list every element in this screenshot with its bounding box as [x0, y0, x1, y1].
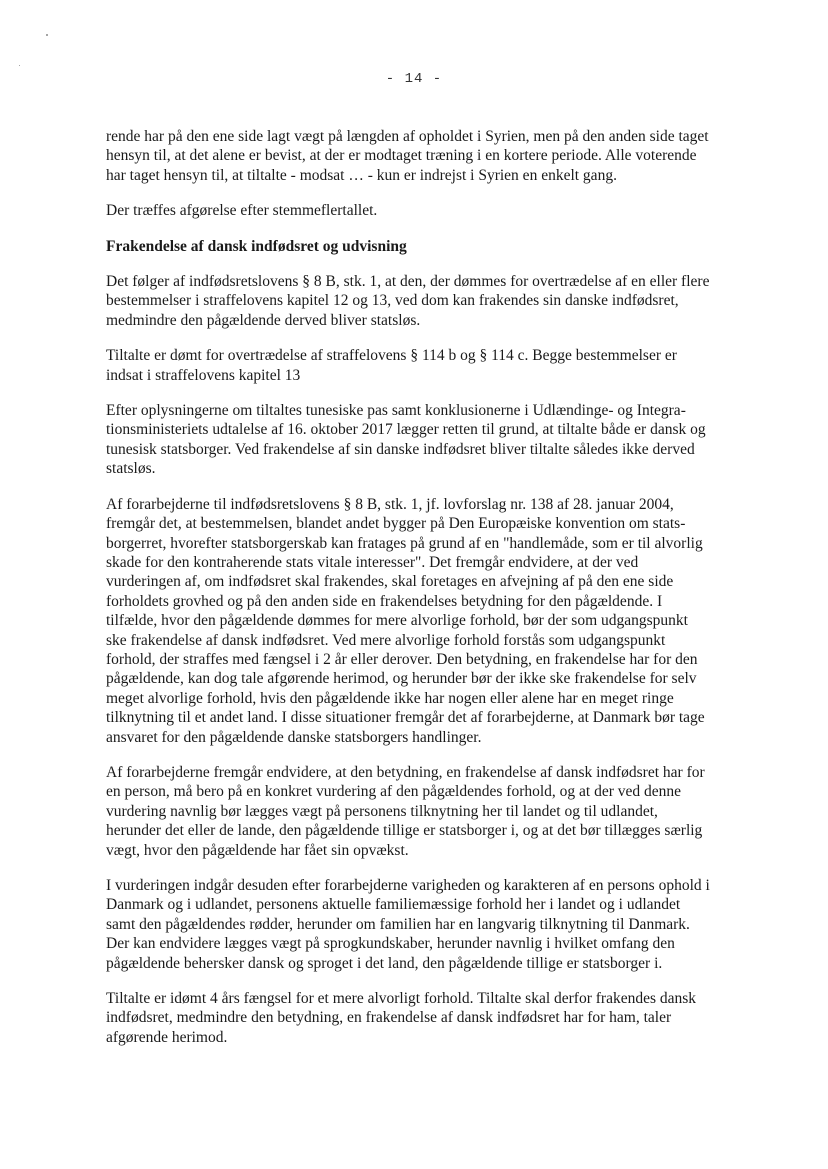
paragraph-dual-citizenship: Efter oplysningerne om tiltaltes tunesiske pas samt konklusionerne i Udlændinge- og Integrationsministeriets udtalelse af 16. oktober 2017 lægger retten til grund, at tiltalte både er dansk og tunesisk statsborger. Ved frakendelse af sin danske indfødsret bliver tiltalte således ikke derved statsløs.	[106, 402, 706, 478]
paragraph-additional-factors: I vurderingen indgår desuden efter forarbejderne varigheden og karakteren af en persons ophold i Danmark og i udlandet, personens aktuelle familiemæssige forhold her i landet og i udlandet samt den pågældendes rødder, herunder om familien har en langvarig tilknytning til Danmark. Der kan endvidere lægges vægt på sprogkundskaber, herunder navnlig i hvilket omfang den pågældende behersker dansk og sproget i det land, den pågældende tillige er statsborger i.	[106, 877, 710, 972]
paragraph-legal-basis: Det følger af indfødsretslovens § 8 B, stk. 1, at den, der dømmes for overtrædelse af en eller flere bestemmelser i straffelovens kapitel 12 og 13, ved dom kan frakendes sin danske indfødsret, medmindre den pågældende derved bliver statsløs.	[106, 273, 710, 329]
scan-speck	[19, 65, 20, 66]
paragraph-conclusion: Tiltalte er idømt 4 års fængsel for et mere alvorligt forhold. Tiltalte skal derfor frakendes dansk indfødsret, medmindre den betydning, en frakendelse af dansk indfødsret har for ham, taler afgørende herimod.	[106, 990, 697, 1046]
paragraph-majority-decision: Der træffes afgørelse efter stemmeflertallet.	[106, 202, 378, 220]
section-heading: Frakendelse af dansk indfødsret og udvisning	[106, 237, 407, 255]
paragraph-voting-considerations: rende har på den ene side lagt vægt på længden af opholdet i Syrien, men på den anden side taget hensyn til, at det alene er bevist, at der er modtaget træning i en kortere periode. Alle voterende har taget hensyn til, at tiltalte - modsat … - kun er indrejst i Syrien en enkelt gang.	[106, 128, 709, 184]
paragraph-assessment-criteria: Af forarbejderne fremgår endvidere, at den betydning, en frakendelse af dansk indfødsret har for en person, må bero på en konkret vurdering af den pågældendes forhold, og at der ved denne vurdering navnlig bør lægges vægt på personens tilknytning her til landet og til udlandet, herunder det eller de lande, den pågældende tillige er statsborger i, og at det bør tillægges særlig vægt, hvor den pågældende har fået sin opvækst.	[106, 763, 705, 859]
paragraph-preparatory-works: Af forarbejderne til indfødsretslovens § 8 B, stk. 1, jf. lovforslag nr. 138 af 28. januar 2004, fremgår det, at bestemmelsen, blandet andet bygger på Den Europæiske konvention om statsborgerret, hvorefter statsborgerskab kan fratages på grund af en "handlemåde, som er til alvorlig skade for den kontraherende stats vitale interesser". Det fremgår endvidere, at der ved vurderingen af, om indfødsret skal frakendes, skal foretages en afvejning af på den ene side forholdets grovhed og på den anden side en frakendelses betydning for den pågældende. I tilfælde, hvor den pågældende dømmes for mere alvorlige forhold, bør der som udgangspunkt ske frakendelse af dansk indfødsret. Ved mere alvorlige forhold forstås som udgangspunkt forhold, der straffes med fængsel i 2 år eller derover. Den betydning, en frakendelse har for den pågældende, kan dog tale afgørende herimod, og herunder bør der ikke ske frakendelse for selv meget alvorlige forhold, hvis den pågældende ikke har nogen eller alene har en meget ringe tilknytning til et andet land. I disse situationer fremgår det af forarbejderne, at Danmark bør tage ansvaret for den pågældende danske statsborgers handlinger.	[106, 495, 705, 746]
page-number: - 14 -	[385, 71, 443, 87]
scan-speck	[46, 34, 48, 36]
document-body	[106, 127, 710, 1063]
paragraph-conviction: Tiltalte er dømt for overtrædelse af straffelovens § 114 b og § 114 c. Begge bestemmelser er indsat i straffelovens kapitel 13	[106, 347, 677, 384]
